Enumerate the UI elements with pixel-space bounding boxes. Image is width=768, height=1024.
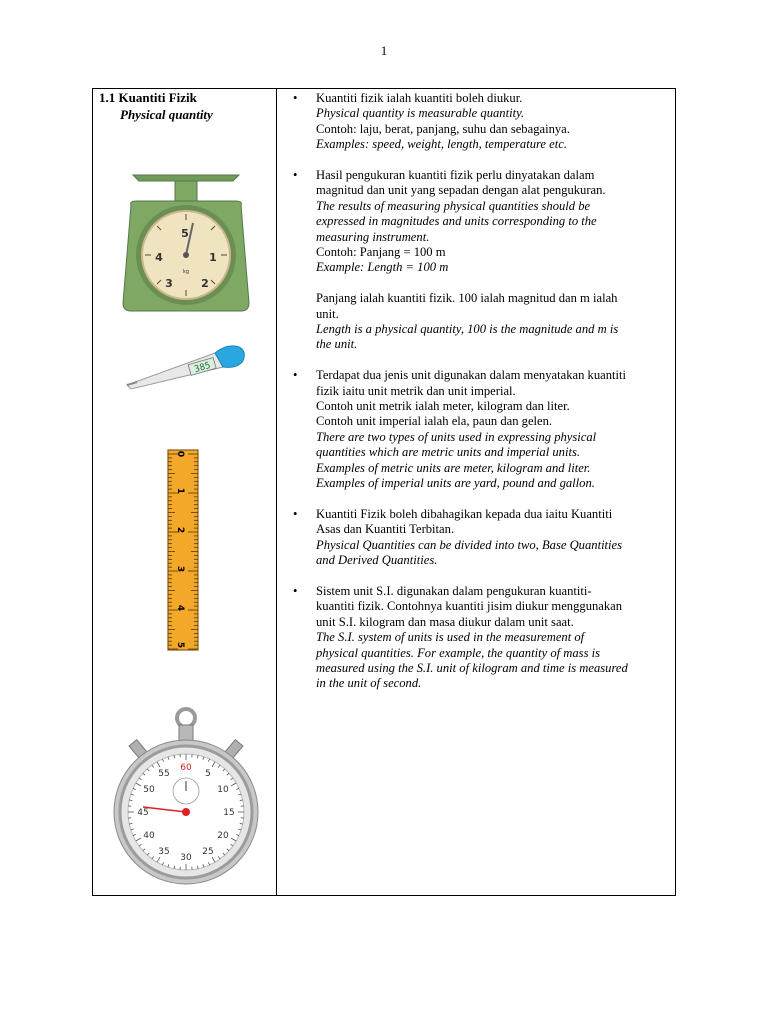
ruler-number: 0 [175,450,185,458]
ruler-number: 3 [175,565,185,573]
scale-unit: kg [182,269,190,275]
english-text-line: Physical quantity is measurable quantity. [316,106,525,121]
ruler-number: 5 [175,641,185,649]
bullet-icon: • [293,91,298,105]
english-text-line: measured using the S.I. unit of kilogram and time is measured [316,660,628,675]
bullet-item [283,584,668,692]
english-text-line: the unit. [316,337,358,352]
english-text-line: and Derived Quantities. [316,553,438,568]
english-text-line: Example: Length = 100 m [316,260,449,275]
malay-text-line: Sistem unit S.I. digunakan dalam pengukuran kuantiti- [316,583,592,598]
english-text-line: quantities which are metric units and imperial units. [316,445,580,460]
scale-number: 2 [201,277,209,290]
malay-text-line: kuantiti fizik. Contohnya kuantiti jisim diukur menggunakan [316,599,623,614]
malay-text-line: Hasil pengukuran kuantiti fizik perlu dinyatakan dalam [316,168,595,183]
malay-text-line: unit. [316,306,339,321]
left-column [93,89,276,895]
bullet-item [283,507,668,569]
stopwatch-icon [111,707,261,885]
english-text-line: Examples: speed, weight, length, temperature etc. [316,137,567,152]
content-table [92,88,676,896]
column-divider [276,89,277,895]
malay-text-line: Contoh: laju, berat, panjang, suhu dan sebagainya. [316,121,570,136]
malay-text-line: Kuantiti Fizik boleh dibahagikan kepada dua iaitu Kuantiti [316,506,613,521]
bullet-item [283,91,668,153]
english-text-line: Length is a physical quantity, 100 is the magnitude and m is [316,322,619,337]
scale-number: 1 [209,251,217,264]
ruler-number: 2 [175,526,185,534]
english-text-line: in the unit of second. [316,676,422,691]
malay-text-line: Asas dan Kuantiti Terbitan. [316,522,455,537]
malay-text-line: Contoh unit metrik ialah meter, kilogram dan liter. [316,399,570,414]
english-text-line: There are two types of units used in expressing physical [316,429,597,444]
scale-number: 3 [165,277,173,290]
english-text-line: Physical Quantities can be divided into two, Base Quantities [316,537,623,552]
malay-text-line: unit S.I. kilogram dan masa diukur dalam unit saat. [316,614,574,629]
stopwatch-number: 55 [158,769,170,779]
stopwatch-number: 5 [205,769,211,779]
malay-text-line: Kuantiti fizik ialah kuantiti boleh diukur. [316,91,523,105]
ruler-icon [167,449,199,651]
paragraph-gap [316,276,668,291]
bullet-icon: • [293,168,298,183]
english-text-line: The S.I. system of units is used in the measurement of [316,630,585,645]
malay-text-line: Contoh unit imperial ialah ela, paun dan gelen. [316,414,553,429]
stopwatch-number: 60 [180,763,192,773]
bullet-item [283,168,668,353]
stopwatch-number: 40 [143,831,155,841]
ruler-number: 1 [175,487,185,495]
stopwatch-number: 30 [180,853,192,863]
malay-text-line: Contoh: Panjang = 100 m [316,245,446,260]
english-text-line: measuring instrument. [316,229,430,244]
english-text-line: The results of measuring physical quantities should be [316,198,591,213]
stopwatch-number: 35 [158,847,170,857]
stopwatch-number: 20 [217,831,229,841]
bullet-icon: • [293,583,298,598]
english-text-line: physical quantities. For example, the quantity of mass is [316,645,601,660]
thermometer-display: 385 [193,360,212,375]
scale-number: 4 [155,251,163,264]
stopwatch-number: 50 [143,785,155,795]
bullet-icon: • [293,506,298,521]
page-number: 1 [380,43,388,58]
english-text-line: Examples of metric units are meter, kilogram and liter. [316,460,591,475]
stopwatch-number: 15 [223,808,235,818]
english-text-line: expressed in magnitudes and units corresponding to the [316,214,597,229]
weighing-scale-icon [119,171,253,313]
section-heading: 1.1 Kuantiti Fizik [99,90,197,105]
scale-number: 5 [181,227,189,240]
malay-text-line: fizik iaitu unit metrik dan unit imperial. [316,383,516,398]
malay-text-line: magnitud dan unit yang sepadan dengan alat pengukuran. [316,183,606,198]
english-text-line: Examples of imperial units are yard, pound and gallon. [316,476,595,491]
malay-text-line: Terdapat dua jenis unit digunakan dalam menyatakan kuantiti [316,368,627,383]
right-column [283,91,668,707]
bullet-icon: • [293,368,298,383]
stopwatch-number: 45 [137,808,149,818]
stopwatch-number: 25 [202,847,214,857]
digital-thermometer-icon [123,341,249,391]
malay-text-line: Panjang ialah kuantiti fizik. 100 ialah magnitud dan m ialah [316,291,618,306]
stopwatch-number: 10 [217,785,229,795]
section-subheading: Physical quantity [120,107,213,122]
bullet-item [283,368,668,491]
ruler-number: 4 [175,604,185,612]
